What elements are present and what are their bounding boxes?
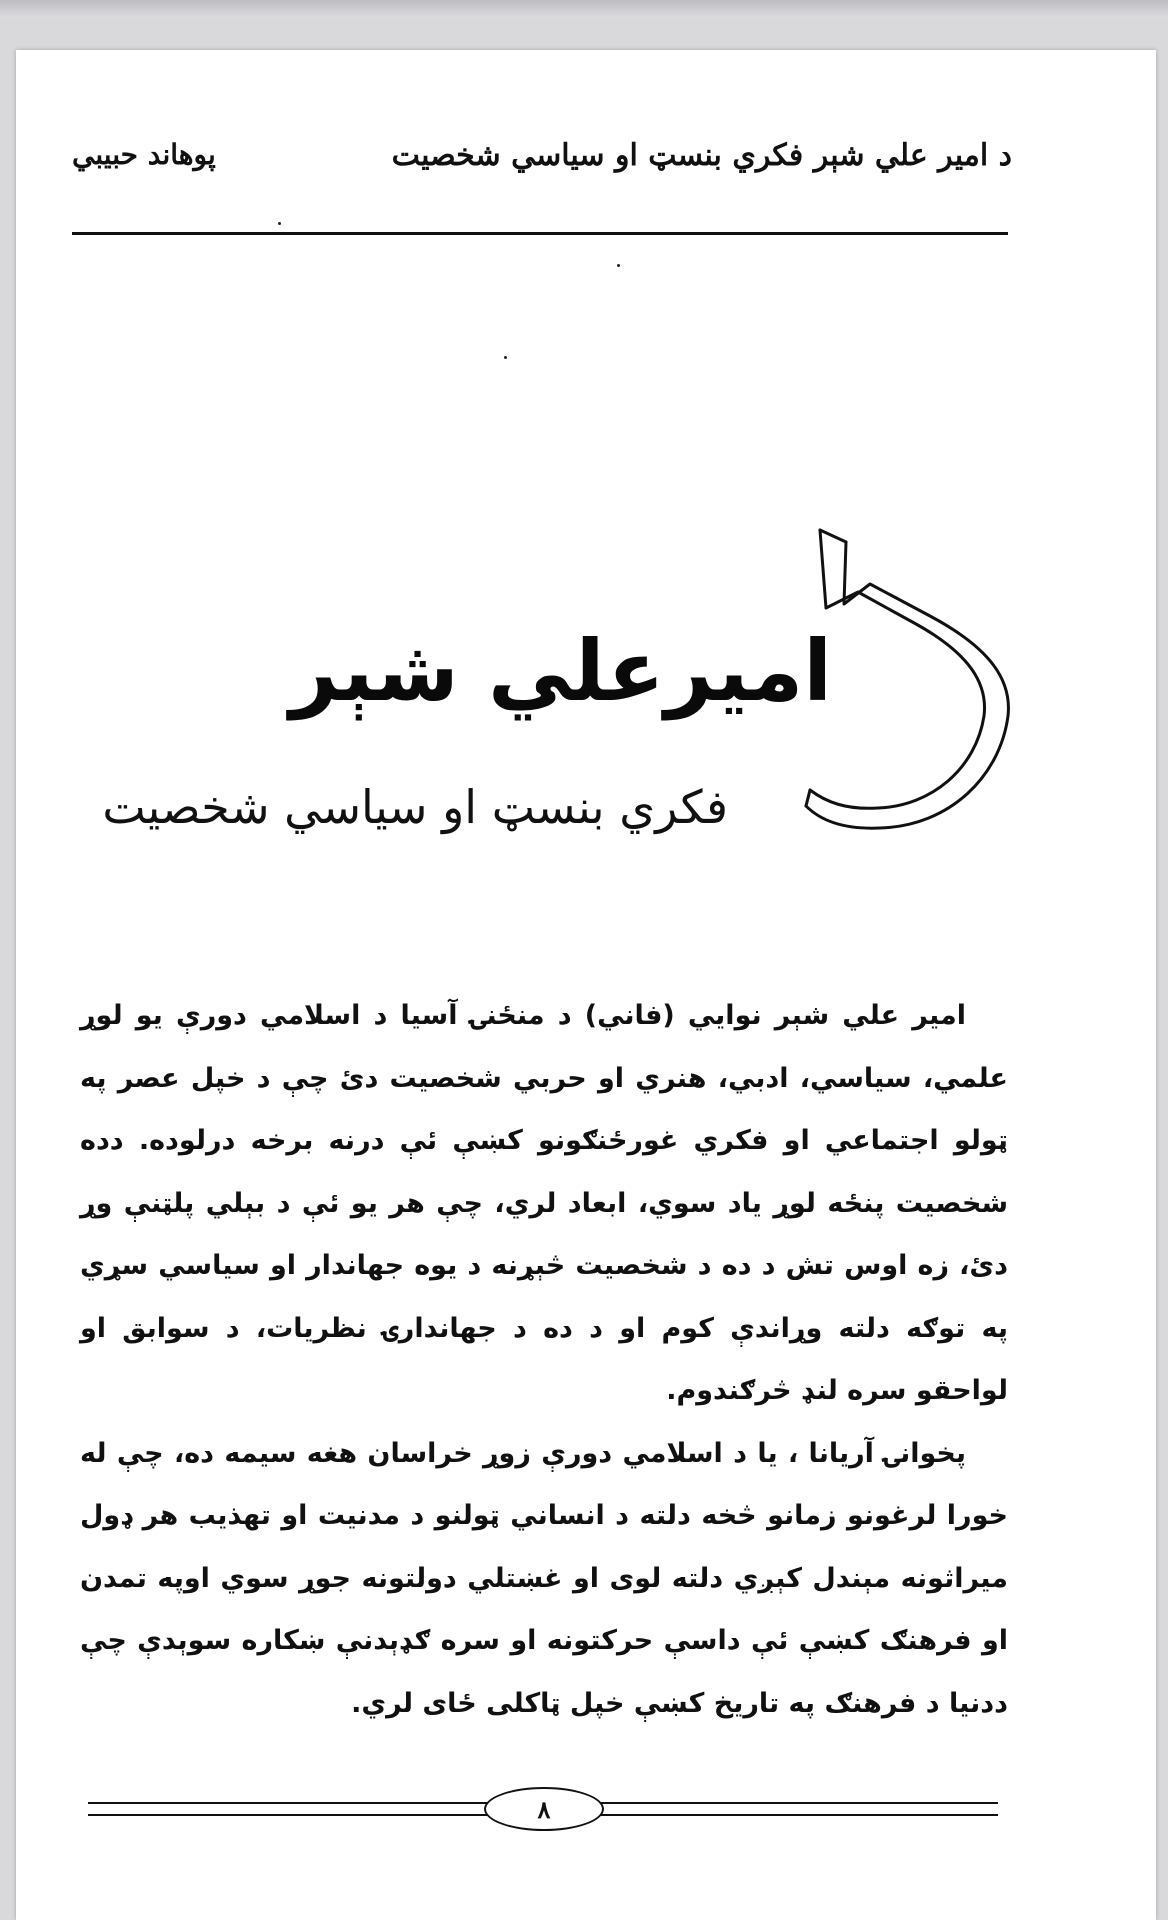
- page-number-badge: [484, 1787, 604, 1831]
- header-rule: [72, 232, 1008, 235]
- print-speck: [278, 222, 281, 225]
- chapter-subtitle: فكري بنسټ او سياسي شخصيت: [102, 780, 728, 834]
- paragraph: پخوانۍ آريانا ، يا د اسلامي دورې زوړ خراسان هغه سيمه ده، چې له خورا لرغونو زمانو څخه دلته د انساني ټولنو د مدنيت او تهذيب هر ډول ميراثونه مېندل كېږي دلته لوى او غښتلي دولتونه جوړ سوي اوپه تمدن او فرهنګ كښې ئې داسې حركتونه او سره ګډېدنې ښكاره سوېدې چې ددنيا د فرهنګ په تاريخ كښې خپل ټاكلى ځاى لري.: [80, 1437, 1008, 1719]
- print-speck: [617, 264, 620, 267]
- running-author: پوهاند حبيبي: [72, 138, 216, 171]
- chapter-title: اميرعلي شېر: [289, 622, 832, 720]
- running-title: د امير علي شېر فكري بنسټ او سياسي شخصيت: [391, 138, 1012, 173]
- body-text: [80, 985, 1008, 1735]
- paragraph: امير علي شېر نوايي (فاني) د منځنۍ آسيا د اسلامي دورې يو لوړ علمي، سياسي، ادبي، هنري او حربي شخصيت دئ چې د خپل عصر په ټولو اجتماعي او فكري غورځنګونو كښې ئې درنه برخه درلوده. دده شخصيت پنځه لوړ ياد سوي، ابعاد لري، چې هر يو ئې د بېلي پلټنې وړ دئ، زه اوس تش د ده د شخصيت څېړنه د يوه جهاندار او سياسي سړي په توګه دلته وړاندې كوم او د ده د جهاندارۍ نظريات، د سوابق او لواحقو سره لنډ څرګندوم.: [80, 1000, 1008, 1406]
- viewer-top-strip: [0, 0, 1168, 18]
- running-header: [72, 130, 1012, 186]
- print-speck: [504, 356, 507, 359]
- page-number: ٨: [537, 1794, 551, 1824]
